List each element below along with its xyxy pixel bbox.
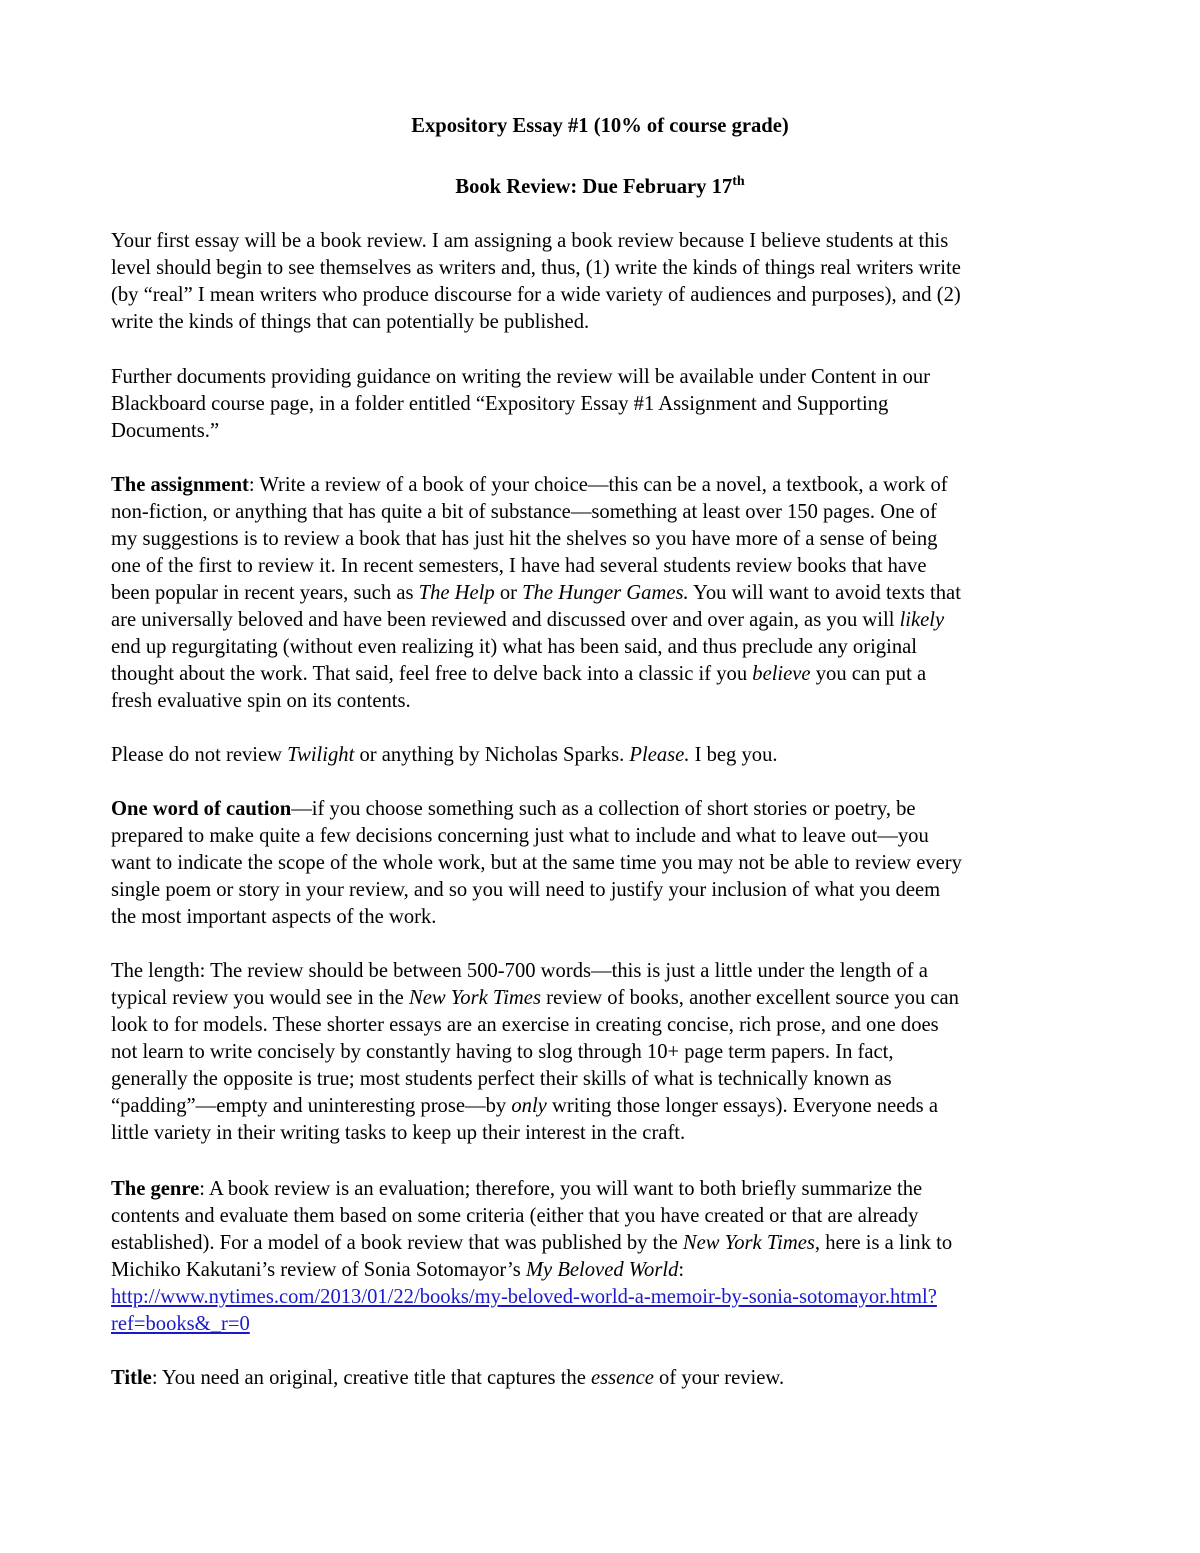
text-run: : Write a review of a book of your choice—this can be a novel, a textbook, a work of	[248, 474, 948, 496]
text-line	[111, 472, 1096, 499]
text-run: thought about the work. That said, feel free to delve back into a classic if you	[111, 663, 753, 685]
paragraph-title	[111, 1365, 1096, 1392]
text-line	[111, 1284, 1096, 1311]
text-run: —if you choose something such as a collection of short stories or poetry, be	[291, 798, 916, 820]
document-subtitle	[0, 174, 1200, 201]
paragraph-assignment	[111, 472, 1096, 715]
text-run: I beg you.	[689, 744, 778, 766]
review-link-continued[interactable]: ref=books&_r=0	[111, 1313, 250, 1335]
emphasis: believe	[752, 663, 811, 685]
text-line: fresh evaluative spin on its contents.	[111, 690, 411, 712]
paragraph-do-not-review	[111, 742, 1096, 769]
subtitle-text: Book Review: Due February 17	[455, 176, 733, 198]
text-line: (by “real” I mean writers who produce discourse for a wide variety of audiences and purposes), and (2)	[111, 284, 961, 306]
text-run: , here is a link to	[814, 1232, 953, 1254]
emphasis: only	[511, 1095, 547, 1117]
text-line: one of the first to review it. In recent semesters, I have had several students review books that have	[111, 555, 927, 577]
text-line	[111, 607, 1096, 634]
text-run: or anything by Nicholas Sparks.	[354, 744, 630, 766]
emphasis: likely	[899, 609, 945, 631]
text-line: the most important aspects of the work.	[111, 906, 437, 928]
genre-label: The genre	[111, 1178, 200, 1200]
text-run: of your review.	[653, 1367, 785, 1389]
text-run: established). For a model of a book review that was published by the	[111, 1232, 683, 1254]
text-run: : A book review is an evaluation; therefore, you will want to both briefly summarize the	[199, 1178, 923, 1200]
text-run: writing those longer essays). Everyone needs a	[546, 1095, 938, 1117]
text-line: Your first essay will be a book review. I am assigning a book review because I believe students at this	[111, 230, 949, 252]
text-line: end up regurgitating (without even realizing it) what has been said, and thus preclude any original	[111, 636, 917, 658]
text-line	[111, 661, 1096, 688]
text-line	[111, 1311, 1096, 1338]
book-title-hunger-games: The Hunger Games.	[522, 582, 689, 604]
text-line	[111, 796, 1096, 823]
text-line	[111, 580, 1096, 607]
text-line	[111, 742, 1096, 769]
text-line: non-fiction, or anything that has quite a bit of substance—something at least over 150 pages. One of	[111, 501, 937, 523]
publication-name: New York Times	[408, 987, 541, 1009]
text-run: :	[678, 1259, 685, 1281]
book-title-my-beloved-world: My Beloved World	[525, 1259, 679, 1281]
assignment-label: The assignment	[111, 474, 249, 496]
text-line: single poem or story in your review, and so you will need to justify your inclusion of what you deem	[111, 879, 941, 901]
text-run: are universally beloved and have been reviewed and discussed over and over again, as you will	[111, 609, 900, 631]
text-line: want to indicate the scope of the whole work, but at the same time you may not be able to review every	[111, 852, 962, 874]
paragraph-genre	[111, 1176, 1096, 1338]
text-run: “padding”—empty and uninteresting prose—by	[111, 1095, 512, 1117]
text-line: not learn to write concisely by constantly having to slog through 10+ page term papers. In fact,	[111, 1041, 894, 1063]
text-line	[111, 1365, 1096, 1392]
text-line: The length: The review should be between 500-700 words—this is just a little under the length of a	[111, 960, 928, 982]
text-line: my suggestions is to review a book that has just hit the shelves so you have more of a sense of being	[111, 528, 938, 550]
caution-label: One word of caution	[111, 798, 292, 820]
text-line	[111, 1257, 1096, 1284]
text-line: prepared to make quite a few decisions concerning just what to include and what to leave out—you	[111, 825, 929, 847]
publication-name: New York Times	[682, 1232, 815, 1254]
text-line: generally the opposite is true; most students perfect their skills of what is technically known as	[111, 1068, 892, 1090]
text-line: Blackboard course page, in a folder entitled “Expository Essay #1 Assignment and Supporting	[111, 393, 889, 415]
text-line: level should begin to see themselves as writers and, thus, (1) write the kinds of things real writers write	[111, 257, 961, 279]
text-run: : You need an original, creative title that captures the	[151, 1367, 592, 1389]
review-link[interactable]: http://www.nytimes.com/2013/01/22/books/my-beloved-world-a-memoir-by-sonia-sotomayor.html?	[111, 1286, 937, 1308]
text-line: little variety in their writing tasks to keep up their interest in the craft.	[111, 1122, 686, 1144]
emphasis: essence	[591, 1367, 654, 1389]
paragraph-further-documents	[111, 364, 1096, 445]
text-line	[111, 985, 1096, 1012]
text-line	[111, 1230, 1096, 1257]
paragraph-intro	[111, 228, 1096, 336]
text-run: review of books, another excellent source you can	[540, 987, 959, 1009]
text-run: Please do not review	[111, 744, 288, 766]
text-run: been popular in recent years, such as	[111, 582, 419, 604]
book-title-the-help: The Help	[418, 582, 495, 604]
text-run: typical review you would see in the	[111, 987, 409, 1009]
text-line: look to for models. These shorter essays are an exercise in creating concise, rich prose, and one does	[111, 1014, 939, 1036]
document-title: Expository Essay #1 (10% of course grade)	[411, 115, 789, 137]
text-line: contents and evaluate them based on some criteria (either that you have created or that are already	[111, 1205, 919, 1227]
paragraph-length	[111, 958, 1096, 1147]
text-line: write the kinds of things that can potentially be published.	[111, 311, 590, 333]
title-label: Title	[111, 1367, 152, 1389]
text-run: Michiko Kakutani’s review of Sonia Sotomayor’s	[111, 1259, 526, 1281]
paragraph-caution	[111, 796, 1096, 931]
text-run: you can put a	[810, 663, 927, 685]
text-line: Further documents providing guidance on writing the review will be available under Content in our	[111, 366, 930, 388]
text-run: or	[494, 582, 523, 604]
text-line	[111, 1176, 1096, 1203]
subtitle-superscript: th	[732, 174, 745, 189]
text-run: You will want to avoid texts that	[688, 582, 961, 604]
book-title-twilight: Twilight	[287, 744, 355, 766]
emphasis: Please.	[629, 744, 690, 766]
text-line	[111, 1093, 1096, 1120]
text-line: Documents.”	[111, 420, 220, 442]
